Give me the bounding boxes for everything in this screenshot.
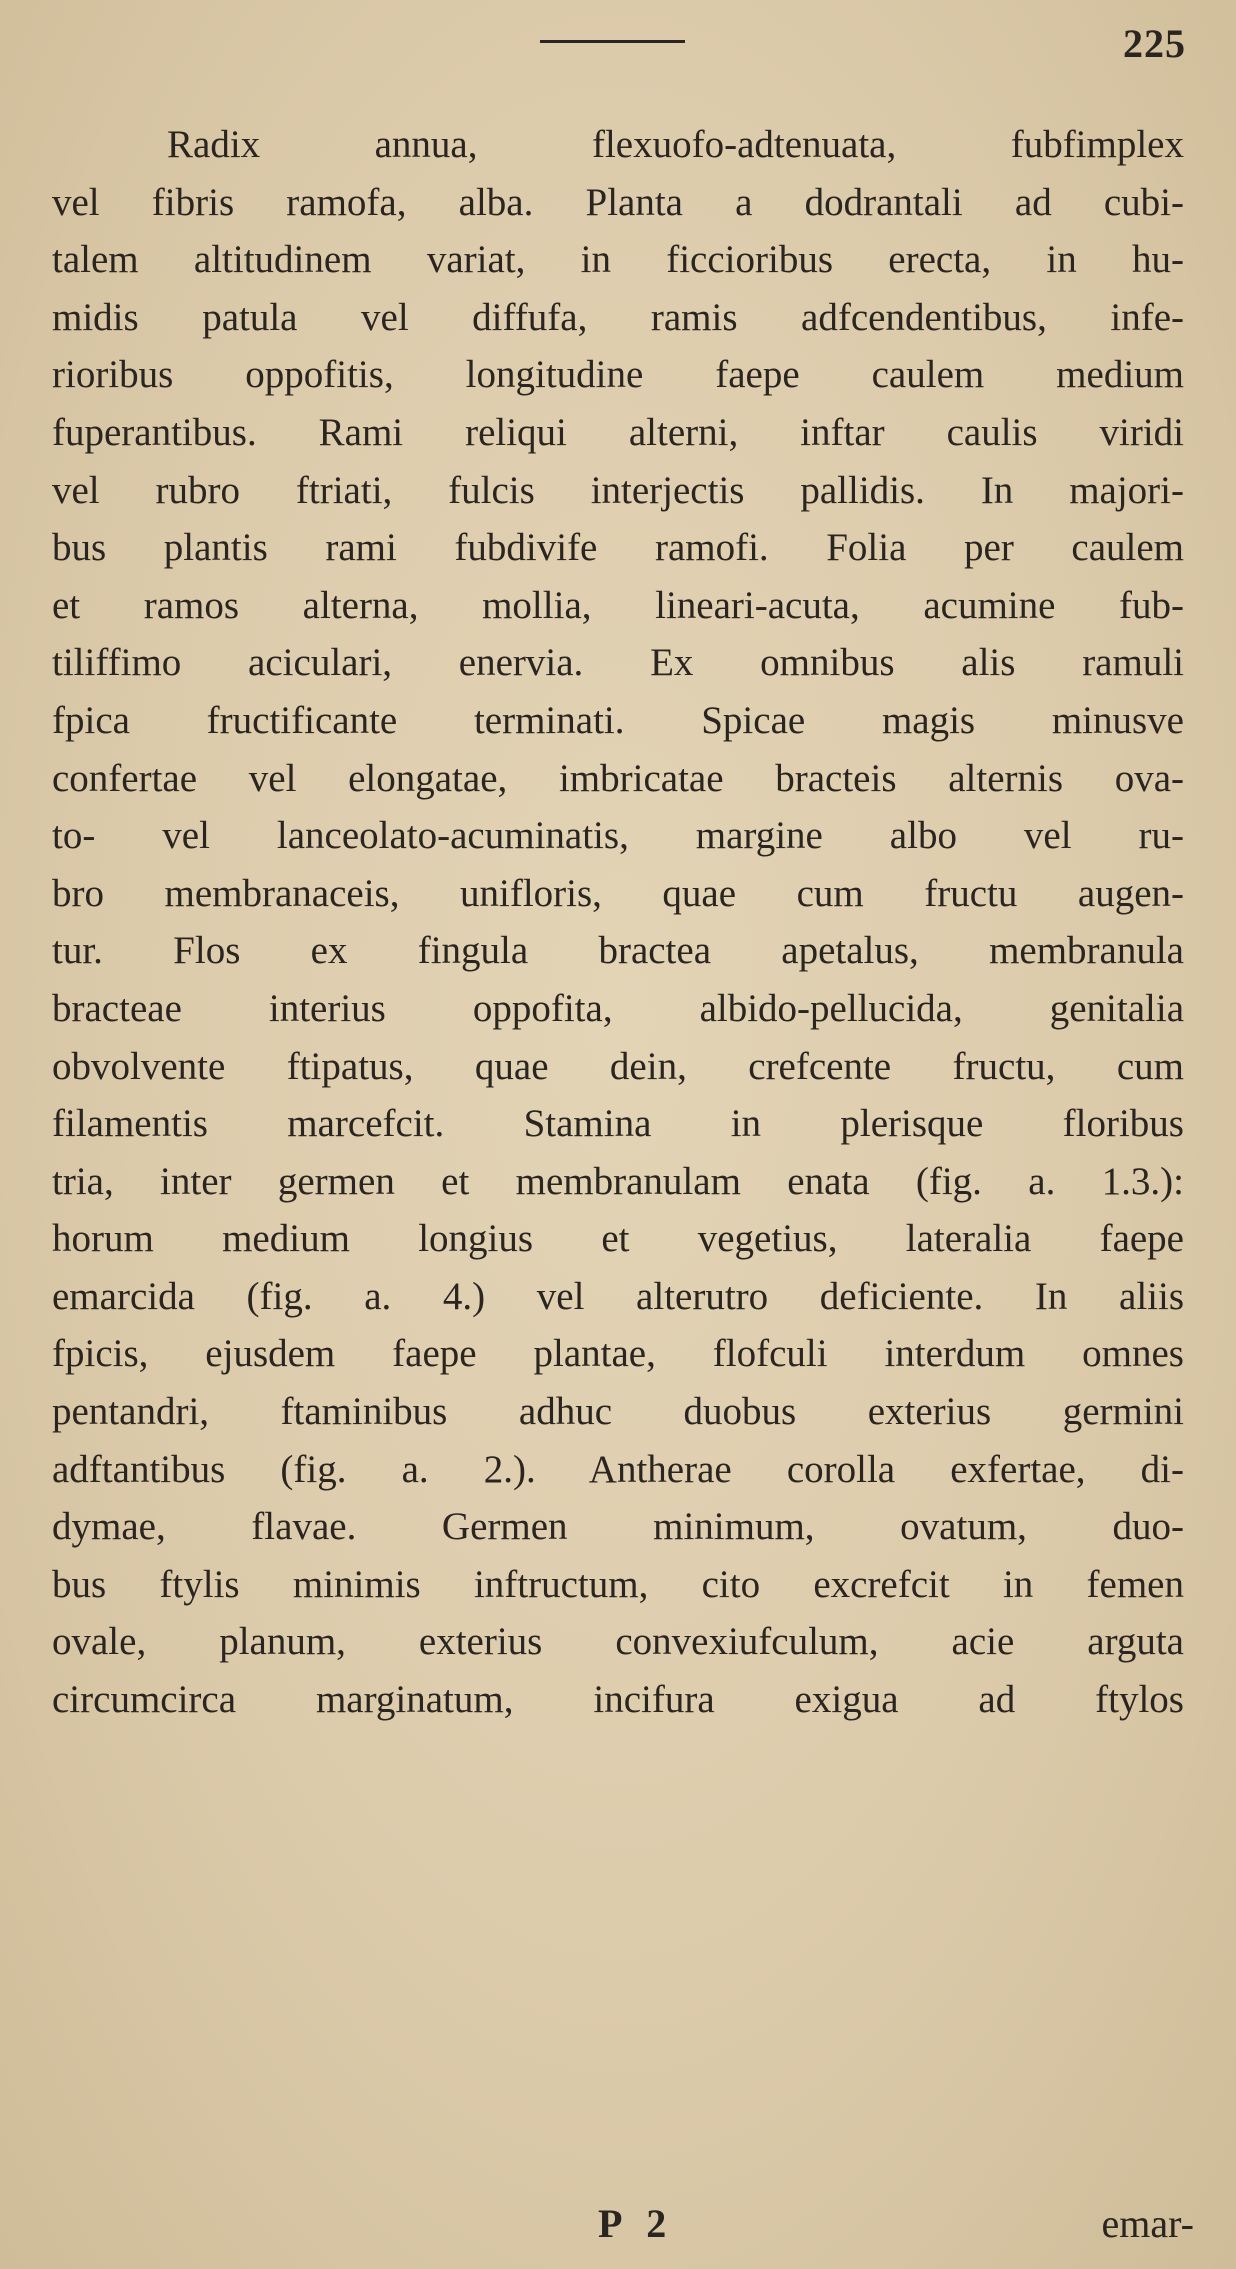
text-line: rioribus oppofitis, longitudine faepe caulem medium — [52, 353, 1184, 397]
text-line: vel fibris ramofa, alba. Planta a dodrantali ad cubi- — [52, 180, 1184, 224]
text-line: bus plantis rami fubdivife ramofi. Folia per caulem — [52, 526, 1184, 570]
text-line: bro membranaceis, unifloris, quae cum fructu augen- — [52, 871, 1184, 915]
text-line: adftantibus (fig. a. 2.). Antherae corolla exfertae, di- — [52, 1447, 1184, 1491]
text-line: filamentis marcefcit. Stamina in plerisque floribus — [52, 1102, 1184, 1146]
text-line: midis patula vel diffufa, ramis adfcendentibus, infe- — [52, 295, 1184, 339]
text-line: ovale, planum, exterius convexiufculum, acie arguta — [52, 1620, 1184, 1664]
text-line: bus ftylis minimis inftructum, cito excrefcit in femen — [52, 1562, 1184, 1606]
text-line: Radix annua, flexuofo-adtenuata, fubfimplex — [167, 123, 1184, 166]
text-line: dymae, flavae. Germen minimum, ovatum, duo- — [52, 1505, 1184, 1549]
catchword: emar- — [1101, 2201, 1194, 2246]
text-line: emarcida (fig. a. 4.) vel alterutro deficiente. In aliis — [52, 1274, 1184, 1318]
text-line: fuperantibus. Rami reliqui alterni, inftar caulis viridi — [52, 410, 1184, 454]
text-line: circumcirca marginatum, incifura exigua ad ftylos — [52, 1678, 1184, 1722]
text-line: et ramos alterna, mollia, lineari-acuta, acumine fub- — [52, 583, 1184, 627]
text-line: pentandri, ftaminibus adhuc duobus exterius germini — [52, 1390, 1184, 1434]
text-line: tria, inter germen et membranulam enata (fig. a. 1.3.): — [52, 1159, 1184, 1203]
text-line: vel rubro ftriati, fulcis interjectis pallidis. In majori- — [52, 468, 1184, 512]
text-line: horum medium longius et vegetius, lateralia faepe — [52, 1217, 1184, 1261]
text-line: fpica fructificante terminati. Spicae magis minusve — [52, 698, 1184, 742]
text-line: tiliffimo aciculari, enervia. Ex omnibus alis ramuli — [52, 641, 1184, 685]
text-line: bracteae interius oppofita, albido-pellucida, genitalia — [52, 986, 1184, 1030]
text-line: tur. Flos ex fingula bractea apetalus, membranula — [52, 929, 1184, 973]
page-number: 225 — [1123, 21, 1186, 66]
text-line: talem altitudinem variat, in ficcioribus erecta, in hu- — [52, 238, 1184, 282]
header-rule — [540, 40, 685, 43]
body-text — [52, 116, 1184, 1729]
text-line: confertae vel elongatae, imbricatae bracteis alternis ova- — [52, 756, 1184, 800]
text-line: to- vel lanceolato-acuminatis, margine albo vel ru- — [52, 814, 1184, 858]
signature-mark: P 2 — [598, 2201, 675, 2246]
text-line: fpicis, ejusdem faepe plantae, flofculi interdum omnes — [52, 1332, 1184, 1376]
text-line: obvolvente ftipatus, quae dein, crefcente fructu, cum — [52, 1044, 1184, 1088]
